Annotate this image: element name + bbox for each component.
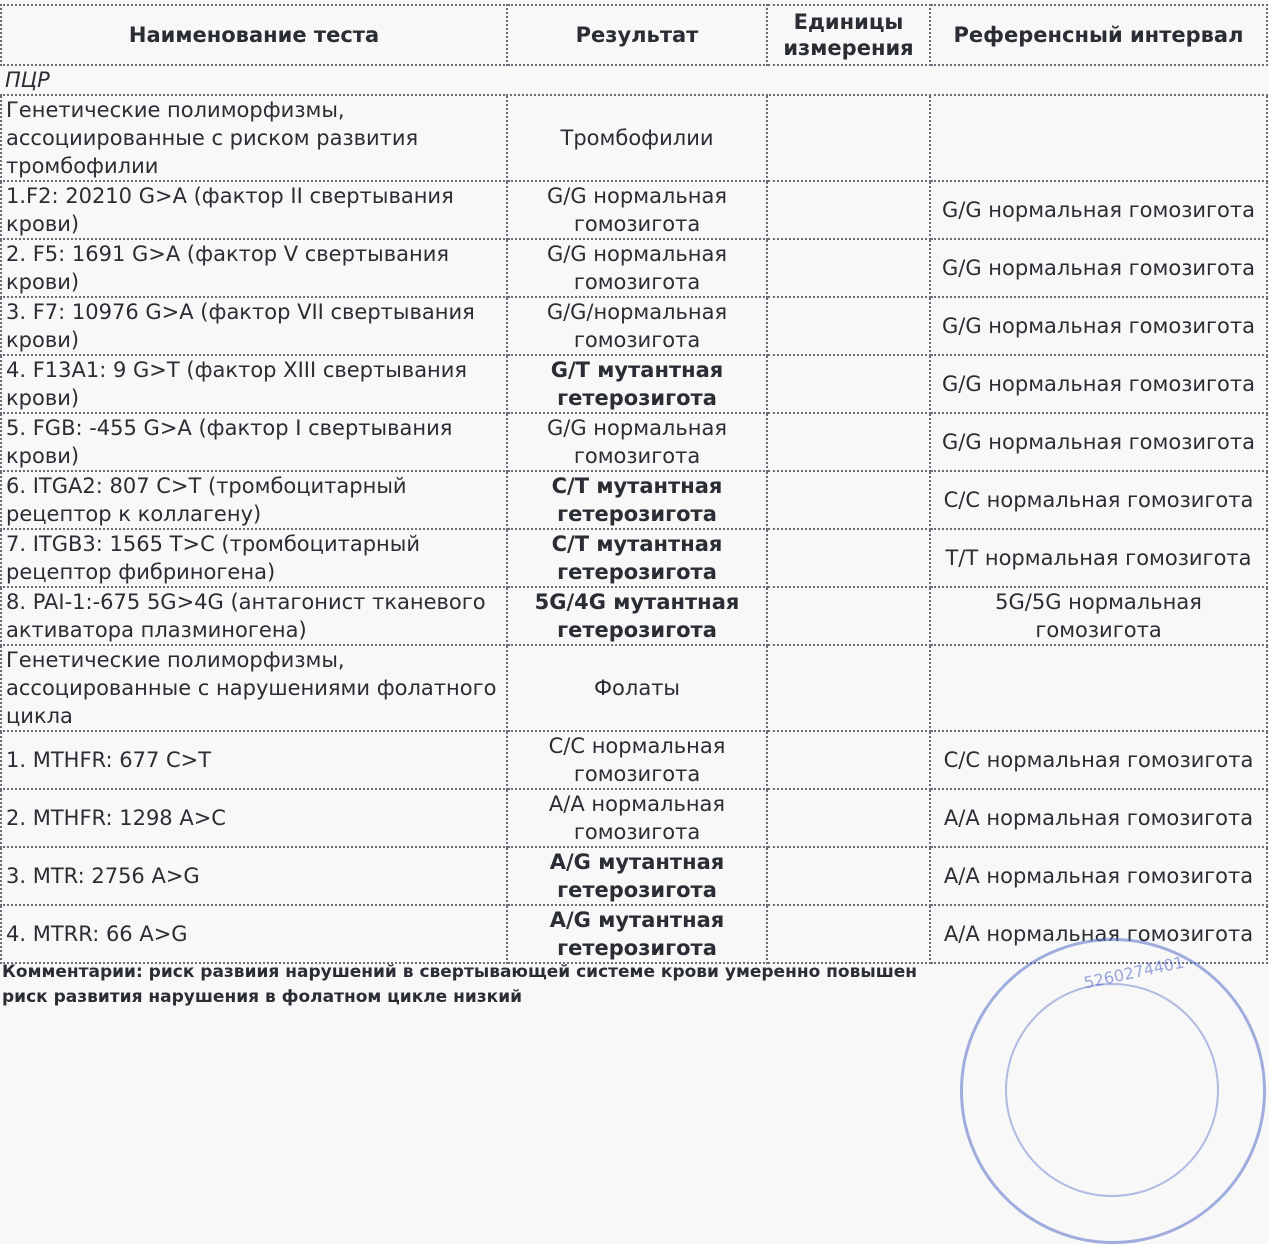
header-reference: Референсный интервал xyxy=(930,5,1267,65)
test-result: Фолаты xyxy=(507,645,767,731)
test-units xyxy=(767,529,930,587)
table-row xyxy=(1,181,1267,239)
header-units-line1: Единицы xyxy=(793,10,904,34)
test-reference: T/T нормальная гомозигота xyxy=(930,529,1267,587)
test-name: Генетические полиморфизмы, ассоцированные с нарушениями фолатного цикла xyxy=(1,645,507,731)
comment-line-1: Комментарии: риск развиия нарушений в свертывающей системе крови умеренно повышен xyxy=(2,962,918,982)
test-result: Тромбофилии xyxy=(507,95,767,181)
test-units xyxy=(767,645,930,731)
table-row xyxy=(1,297,1267,355)
test-name: 2. F5: 1691 G>A (фактор V свертывания крови) xyxy=(1,239,507,297)
test-reference: G/G нормальная гомозигота xyxy=(930,239,1267,297)
test-reference: C/C нормальная гомозигота xyxy=(930,471,1267,529)
table-row xyxy=(1,529,1267,587)
header-units-line2: измерения xyxy=(783,36,914,60)
test-name: 8. PAI-1:-675 5G>4G (антагонист тканевого активатора плазминогена) xyxy=(1,587,507,645)
table-row xyxy=(1,239,1267,297)
table-row xyxy=(1,355,1267,413)
test-units xyxy=(767,471,930,529)
test-reference: G/G нормальная гомозигота xyxy=(930,355,1267,413)
table-row xyxy=(1,905,1267,963)
test-units xyxy=(767,905,930,963)
test-name: 4. MTRR: 66 A>G xyxy=(1,905,507,963)
test-units xyxy=(767,413,930,471)
test-result: A/G мутантная гетерозигота xyxy=(507,847,767,905)
test-units xyxy=(767,789,930,847)
test-name: 3. MTR: 2756 A>G xyxy=(1,847,507,905)
results-table xyxy=(0,4,1268,964)
test-units xyxy=(767,587,930,645)
test-name: 2. MTHFR: 1298 A>C xyxy=(1,789,507,847)
table-row xyxy=(1,789,1267,847)
table-row xyxy=(1,645,1267,731)
test-result: C/T мутантная гетерозигота xyxy=(507,471,767,529)
test-units xyxy=(767,181,930,239)
test-units xyxy=(767,731,930,789)
table-row xyxy=(1,471,1267,529)
test-units xyxy=(767,239,930,297)
table-row xyxy=(1,95,1267,181)
test-result: 5G/4G мутантная гетерозигота xyxy=(507,587,767,645)
test-units xyxy=(767,847,930,905)
comments-block xyxy=(2,960,1002,1010)
test-reference: G/G нормальная гомозигота xyxy=(930,181,1267,239)
test-name: 5. FGB: -455 G>A (фактор I свертывания крови) xyxy=(1,413,507,471)
table-row xyxy=(1,413,1267,471)
section-label: ПЦР xyxy=(1,65,1267,95)
test-reference xyxy=(930,95,1267,181)
test-result: A/G мутантная гетерозигота xyxy=(507,905,767,963)
test-reference: C/C нормальная гомозигота xyxy=(930,731,1267,789)
test-reference: G/G нормальная гомозигота xyxy=(930,413,1267,471)
test-name: 7. ITGB3: 1565 T>C (тромбоцитарный рецептор фибриногена) xyxy=(1,529,507,587)
test-units xyxy=(767,95,930,181)
test-name: 4. F13A1: 9 G>T (фактор XIII свертывания крови) xyxy=(1,355,507,413)
test-reference: A/A нормальная гомозигота xyxy=(930,847,1267,905)
test-result: C/C нормальная гомозигота xyxy=(507,731,767,789)
seal-stamp-number: 5260274401 xyxy=(1082,952,1186,993)
test-name: 1.F2: 20210 G>A (фактор II свертывания крови) xyxy=(1,181,507,239)
table-header-row xyxy=(1,5,1267,65)
comment-line-2: риск развития нарушения в фолатном цикле низкий xyxy=(2,987,523,1007)
test-units xyxy=(767,355,930,413)
table-row xyxy=(1,847,1267,905)
test-reference: A/A нормальная гомозигота xyxy=(930,789,1267,847)
section-row xyxy=(1,65,1267,95)
seal-stamp-inner-ring xyxy=(1005,983,1219,1197)
header-units xyxy=(767,5,930,65)
seal-stamp xyxy=(960,938,1266,1244)
test-reference: A/A нормальная гомозигота xyxy=(930,905,1267,963)
test-result: A/A нормальная гомозигота xyxy=(507,789,767,847)
header-result: Результат xyxy=(507,5,767,65)
test-result: G/G/нормальная гомозигота xyxy=(507,297,767,355)
test-name: 3. F7: 10976 G>A (фактор VII свертывания крови) xyxy=(1,297,507,355)
test-reference: 5G/5G нормальная гомозигота xyxy=(930,587,1267,645)
test-reference xyxy=(930,645,1267,731)
table-row xyxy=(1,731,1267,789)
test-reference: G/G нормальная гомозигота xyxy=(930,297,1267,355)
test-result: C/T мутантная гетерозигота xyxy=(507,529,767,587)
test-name: 1. MTHFR: 677 C>T xyxy=(1,731,507,789)
test-name: Генетические полиморфизмы, ассоциированные с риском развития тромбофилии xyxy=(1,95,507,181)
test-result: G/T мутантная гетерозигота xyxy=(507,355,767,413)
test-result: G/G нормальная гомозигота xyxy=(507,413,767,471)
test-name: 6. ITGA2: 807 C>T (тромбоцитарный рецептор к коллагену) xyxy=(1,471,507,529)
table-row xyxy=(1,587,1267,645)
test-result: G/G нормальная гомозигота xyxy=(507,239,767,297)
test-result: G/G нормальная гомозигота xyxy=(507,181,767,239)
header-test-name: Наименование теста xyxy=(1,5,507,65)
test-units xyxy=(767,297,930,355)
